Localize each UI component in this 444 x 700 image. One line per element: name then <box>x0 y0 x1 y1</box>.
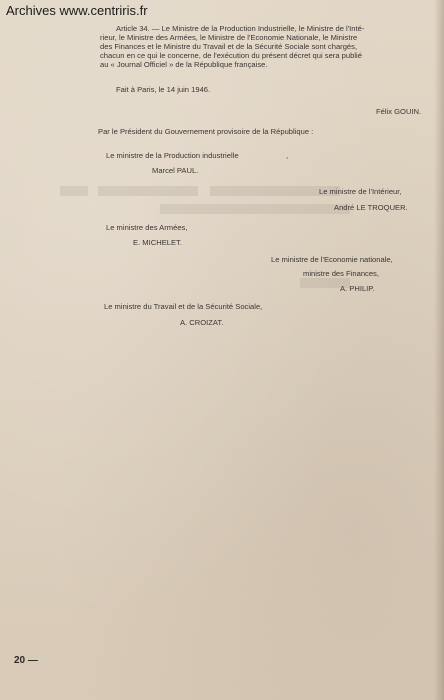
minister-finances-title: ministre des Finances, <box>303 269 379 278</box>
minister-travail-title: Le ministre du Travail et de la Sécurité Sociale, <box>104 302 263 311</box>
article-line: Article 34. — Le Ministre de la Production Industrielle, le Ministre de l'Inté- <box>116 24 365 33</box>
page-edge-shadow <box>434 0 444 700</box>
article-paragraph <box>100 24 436 69</box>
minister-interieur-name: André LE TROQUER. <box>334 203 408 212</box>
bleed-through <box>60 182 260 212</box>
president-line: Par le Président du Gouvernement provisoire de la République : <box>98 127 314 136</box>
minister-economie-title: Le ministre de l'Economie nationale, <box>271 255 393 264</box>
minister-production-name: Marcel PAUL. <box>152 166 199 175</box>
minister-economie-name: A. PHILIP. <box>340 284 375 293</box>
article-line: au « Journal Officiel » de la République française. <box>100 60 268 70</box>
minister-travail-name: A. CROIZAT. <box>180 318 224 327</box>
watermark-text: Archives www.centriris.fr <box>6 3 148 18</box>
minister-armees-name: E. MICHELET. <box>133 238 182 247</box>
minister-production-mark: , <box>286 151 289 160</box>
minister-armees-title: Le ministre des Armées, <box>106 223 188 232</box>
minister-production-title: Le ministre de la Production industrielle <box>106 151 239 160</box>
article-line: chacun en ce qui le concerne, de l'exécution du présent décret qui sera publié <box>100 51 362 61</box>
minister-interieur-title: Le ministre de l'Intérieur, <box>319 187 402 196</box>
article-line: rieur, le Ministre des Armées, le Ministre de l'Economie Nationale, le Ministre <box>100 33 358 43</box>
article-line: des Finances et le Ministre du Travail et de la Sécurité Sociale sont chargés, <box>100 42 358 52</box>
page-number: 20 — <box>14 655 38 666</box>
signer-name: Félix GOUIN. <box>376 107 422 116</box>
date-line: Fait à Paris, le 14 juin 1946. <box>116 85 211 94</box>
